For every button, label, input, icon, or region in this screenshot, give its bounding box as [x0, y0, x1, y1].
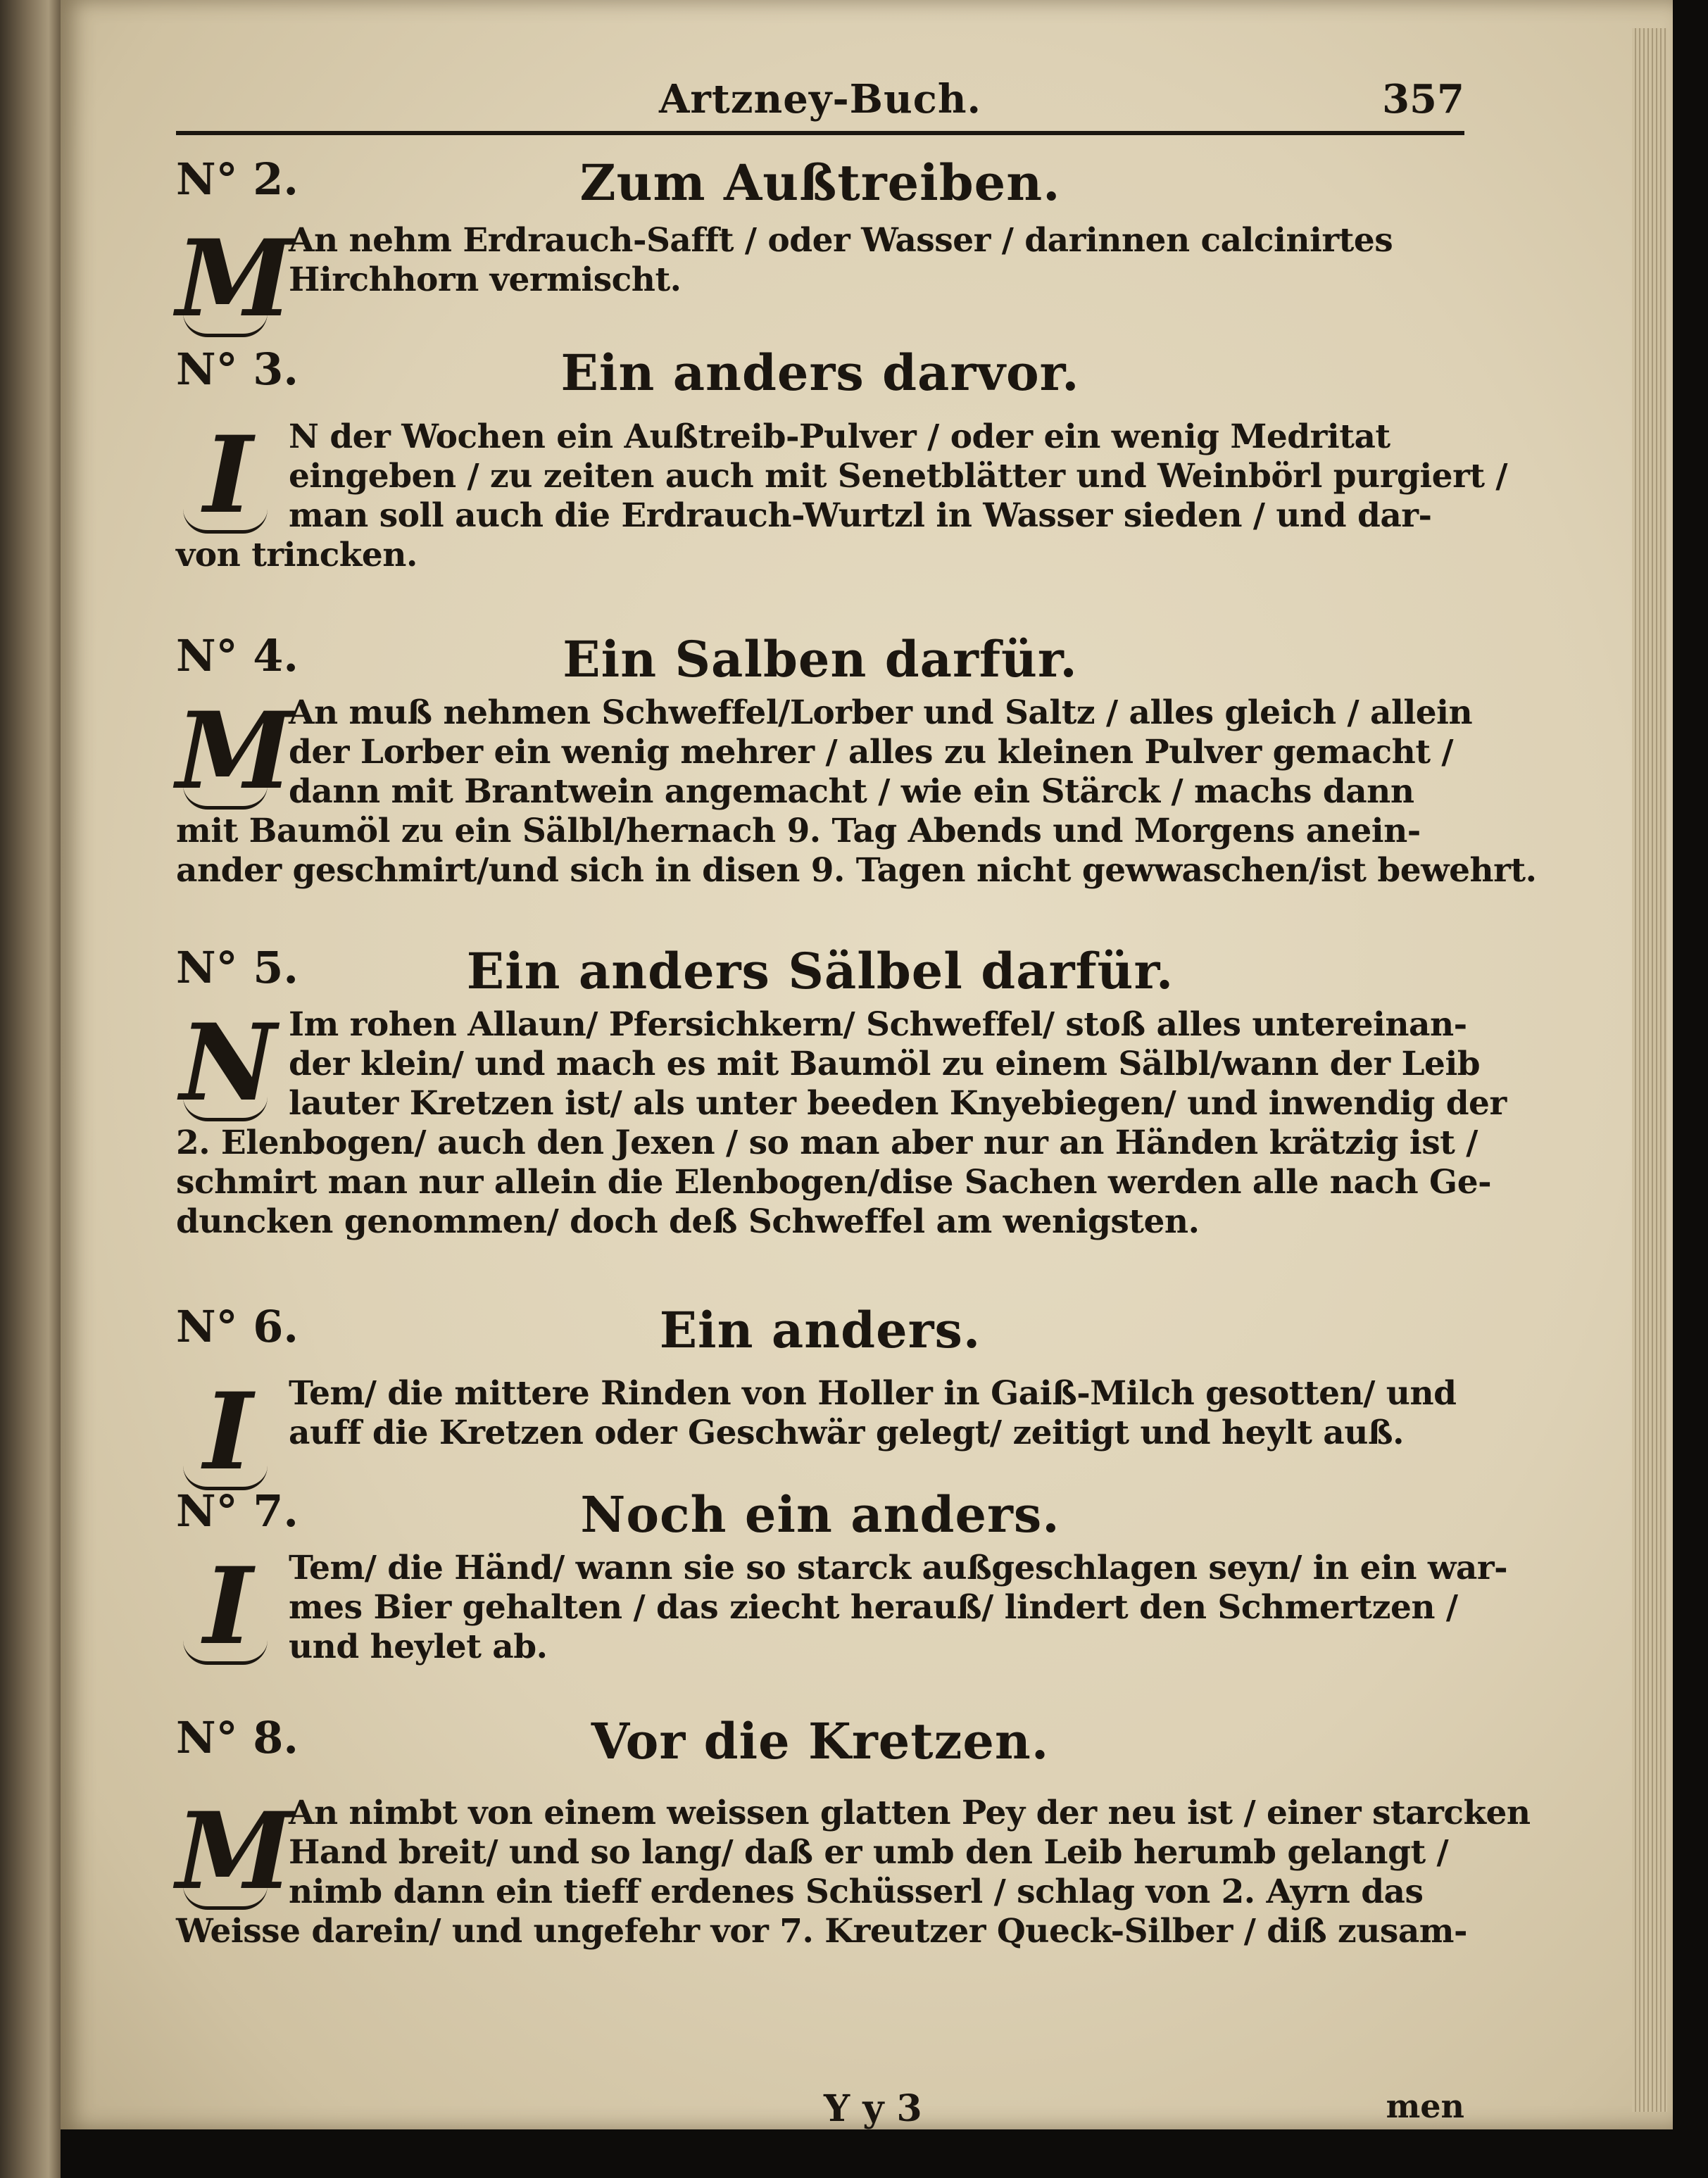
- section-title: Noch ein anders.: [580, 1485, 1060, 1544]
- section-number: N° 5.: [176, 942, 299, 993]
- left-page-edge: [0, 0, 61, 2178]
- decorated-initial: I: [176, 1376, 280, 1488]
- section-title: Ein anders darvor.: [560, 344, 1080, 402]
- page-footer: [176, 2087, 1464, 2136]
- text-line: duncken genommen/ doch deß Schweffel am wenigsten.: [176, 1202, 1200, 1241]
- text-line: mit Baumöl zu ein Sälbl/hernach 9. Tag Abends und Morgens anein-: [176, 812, 1421, 850]
- section-number: N° 7.: [176, 1485, 299, 1537]
- section-title: Ein anders Sälbel darfür.: [466, 942, 1174, 1000]
- text-line: An muß nehmen Schweffel/Lorber und Saltz / alles gleich / allein: [289, 693, 1473, 732]
- text-line: eingeben / zu zeiten auch mit Senetblätter und Weinbörl purgiert /: [289, 457, 1508, 496]
- page-stack-edge: [1632, 28, 1667, 2112]
- section-heading: [176, 1712, 1464, 1768]
- header-rule: [176, 131, 1464, 135]
- decorated-initial: N: [180, 1001, 277, 1125]
- text-line: von trincken.: [176, 536, 417, 574]
- text-line: Im rohen Allaun/ Pfersichkern/ Schweffel/ stoß alles untereinan-: [289, 1005, 1467, 1044]
- section-number: N° 3.: [176, 344, 299, 395]
- text-line: Hirchhorn vermischt.: [289, 260, 682, 299]
- text-line: mes Bier gehalten / das ziecht herauß/ lindert den Schmertzen /: [289, 1588, 1458, 1627]
- text-line: der klein/ und mach es mit Baumöl zu einem Sälbl/wann der Leib: [289, 1045, 1481, 1083]
- page-header: [176, 76, 1464, 132]
- section-heading: [176, 153, 1464, 210]
- section-heading: [176, 630, 1464, 686]
- section-title: Ein Salben darfür.: [563, 630, 1078, 688]
- page-number: 357: [1382, 76, 1464, 122]
- text-line: 2. Elenbogen/ auch den Jexen / so man aber nur an Händen krätzig ist /: [176, 1123, 1478, 1162]
- text-line: lauter Kretzen ist/ als unter beeden Knyebiegen/ und inwendig der: [289, 1084, 1507, 1123]
- section-paragraph: [176, 1789, 1531, 1951]
- section-number: N° 8.: [176, 1712, 299, 1763]
- section-paragraph: [176, 1001, 1507, 1242]
- section-paragraph: [176, 217, 1464, 341]
- text-line: ander geschmirt/und sich in disen 9. Tagen nicht gewwaschen/ist bewehrt.: [176, 851, 1537, 890]
- section-paragraph: [176, 1370, 1464, 1494]
- section-title: Zum Außtreiben.: [579, 153, 1061, 212]
- section-title: Vor die Kretzen.: [591, 1712, 1050, 1770]
- catchword: men: [1386, 2087, 1464, 2125]
- decorated-initial: M: [176, 689, 294, 813]
- text-line: der Lorber ein wenig mehrer / alles zu kleinen Pulver gemacht /: [289, 733, 1454, 772]
- decorated-initial: I: [176, 1550, 280, 1663]
- text-line: und heylet ab.: [289, 1628, 548, 1666]
- section-heading: [176, 942, 1464, 998]
- text-line: N der Wochen ein Außtreib-Pulver / oder ein wenig Medritat: [289, 417, 1390, 456]
- running-title: Artzney-Buch.: [658, 76, 982, 122]
- section-title: Ein anders.: [659, 1301, 981, 1359]
- text-line: nimb dann ein tieff erdenes Schüsserl / schlag von 2. Ayrn das: [289, 1872, 1424, 1911]
- text-line: Hand breit/ und so lang/ daß er umb den Leib herumb gelangt /: [289, 1833, 1449, 1872]
- text-line: Tem/ die mittere Rinden von Holler in Gaiß-Milch gesotten/ und: [289, 1374, 1457, 1413]
- section-paragraph: [176, 689, 1537, 890]
- text-line: An nimbt von einem weissen glatten Pey der neu ist / einer starcken: [289, 1794, 1531, 1832]
- text-line: auff die Kretzen oder Geschwär gelegt/ zeitigt und heylt auß.: [289, 1414, 1404, 1452]
- section-number: N° 4.: [176, 630, 299, 681]
- section-paragraph: [176, 413, 1508, 575]
- text-line: Tem/ die Händ/ wann sie so starck außgeschlagen seyn/ in ein war-: [289, 1549, 1508, 1587]
- text-line: Weisse darein/ und ungefehr vor 7. Kreutzer Queck-Silber / diß zusam-: [176, 1912, 1468, 1951]
- section-number: N° 2.: [176, 153, 299, 205]
- section-heading: [176, 1301, 1464, 1357]
- decorated-initial: M: [176, 1789, 294, 1913]
- text-line: man soll auch die Erdrauch-Wurtzl in Wasser sieden / und dar-: [289, 496, 1432, 535]
- signature-mark: Y y 3: [824, 2087, 922, 2130]
- section-paragraph: [176, 1544, 1508, 1668]
- decorated-initial: I: [176, 419, 280, 531]
- decorated-initial: M: [176, 217, 294, 341]
- text-line: schmirt man nur allein die Elenbogen/dise Sachen werden alle nach Ge-: [176, 1163, 1492, 1202]
- section-heading: [176, 1485, 1464, 1542]
- section-heading: [176, 344, 1464, 400]
- text-line: An nehm Erdrauch-Safft / oder Wasser / darinnen calcinirtes: [289, 221, 1393, 260]
- text-line: dann mit Brantwein angemacht / wie ein Stärck / machs dann: [289, 772, 1414, 811]
- section-number: N° 6.: [176, 1301, 299, 1352]
